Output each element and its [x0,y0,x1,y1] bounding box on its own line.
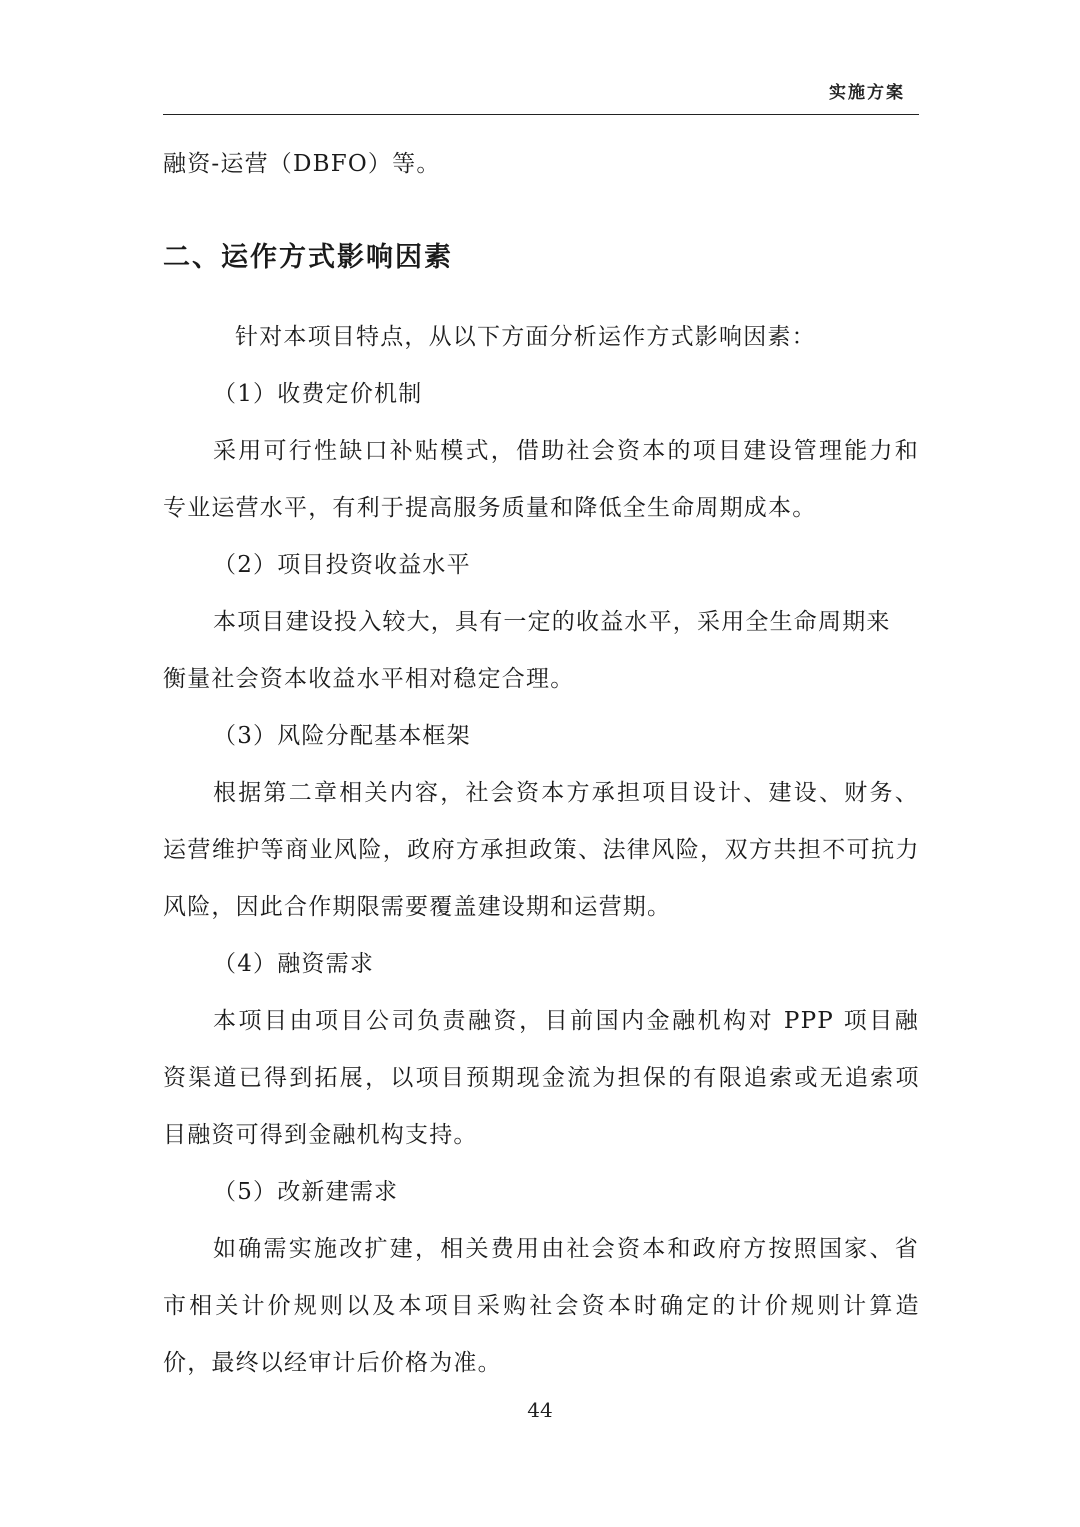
header-title: 实施方案 [829,83,905,103]
paragraph-line: 融资-运营（DBFO）等。 [163,151,441,177]
subsection-title-1: （1）收费定价机制 [213,381,423,407]
paragraph-line: 价，最终以经审计后价格为准。 [163,1350,502,1376]
subsection-title-5: （5）改新建需求 [213,1179,399,1205]
paragraph-line: 风险，因此合作期限需要覆盖建设期和运营期。 [163,894,672,920]
paragraph-line: 本项目建设投入较大，具有一定的收益水平，采用全生命周期来 [213,609,891,635]
paragraph-line: 根据第二章相关内容，社会资本方承担项目设计、建设、财务、 [213,780,919,806]
paragraph-line: 目融资可得到金融机构支持。 [163,1122,478,1148]
page-number: 44 [527,1398,553,1422]
subsection-title-2: （2）项目投资收益水平 [213,552,471,578]
intro-paragraph: 针对本项目特点，从以下方面分析运作方式影响因素： [235,324,816,350]
paragraph-line: 本项目由项目公司负责融资，目前国内金融机构对 PPP 项目融 [213,1008,919,1034]
paragraph-line: 衡量社会资本收益水平相对稳定合理。 [163,666,575,692]
page-header [163,74,919,115]
paragraph-line: 运营维护等商业风险，政府方承担政策、法律风险，双方共担不可抗力 [163,837,919,863]
paragraph-line: 专业运营水平，有利于提高服务质量和降低全生命周期成本。 [163,495,817,521]
paragraph-line: 市相关计价规则以及本项目采购社会资本时确定的计价规则计算造 [163,1293,919,1319]
subsection-title-3: （3）风险分配基本框架 [213,723,471,749]
document-body [163,136,919,1392]
subsection-title-4: （4）融资需求 [213,951,375,977]
paragraph-line: 如确需实施改扩建，相关费用由社会资本和政府方按照国家、省 [213,1236,919,1262]
paragraph-line: 资渠道已得到拓展，以项目预期现金流为担保的有限追索或无追索项 [163,1065,919,1091]
section-heading: 二、运作方式影响因素 [163,242,453,273]
paragraph-line: 采用可行性缺口补贴模式，借助社会资本的项目建设管理能力和 [213,438,919,464]
